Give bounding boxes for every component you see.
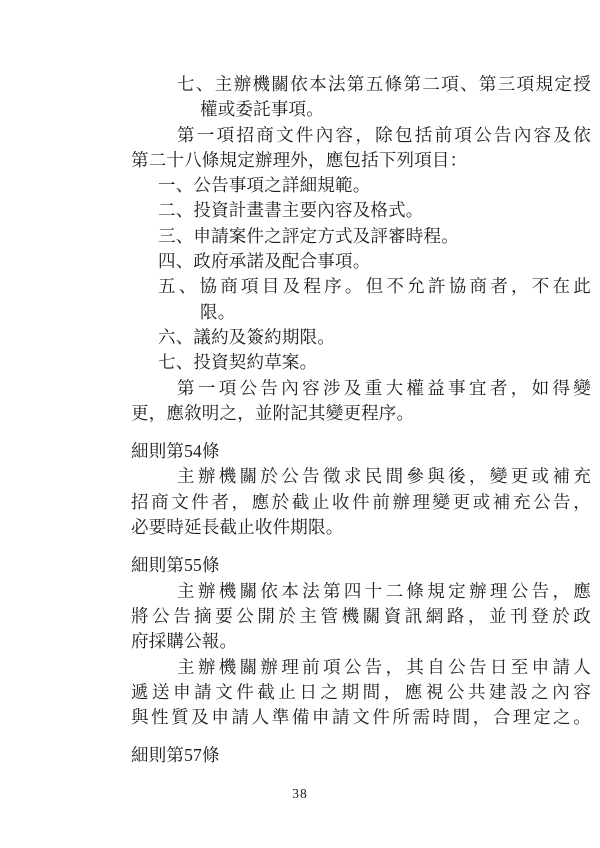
list-item-5-line2: 限。 (200, 301, 236, 322)
rule55-paragraph2-line: 遞送申請文件截止日之期間，應視公共建設之內容 (131, 681, 591, 702)
list-item-6: 六、議約及簽約期限。 (158, 326, 335, 347)
list1-item7-line1: 七、主辦機關依本法第五條第二項、第三項規定授 (177, 74, 591, 94)
page-number: 38 (292, 786, 308, 801)
rule55-paragraph-line: 府採購公報。 (131, 631, 238, 652)
list-item-5-line1: 五、協商項目及程序。但不允許協商者，不在此 (158, 276, 591, 297)
list-item-2: 二、投資計畫書主要內容及格式。 (158, 200, 424, 221)
heading-rule-54: 細則第54條 (131, 441, 220, 462)
rule54-paragraph-line: 招商文件者，應於截止收件前辦理變更或補充公告， (131, 491, 591, 512)
list-item-3: 三、申請案件之評定方式及評審時程。 (158, 225, 459, 246)
rule55-paragraph2-line: 與性質及申請人準備申請文件所需時間，合理定之。 (131, 707, 591, 728)
paragraph-line: 第一項公告內容涉及重大權益事宜者，如得變 (177, 377, 591, 398)
list-item-4: 四、政府承諾及配合事項。 (158, 251, 371, 272)
heading-rule-57: 細則第57條 (131, 745, 220, 766)
heading-rule-55: 細則第55條 (131, 555, 220, 576)
rule55-paragraph-line: 將公告摘要公開於主管機關資訊網路，並刊登於政 (131, 605, 591, 626)
list-item-7: 七、投資契約草案。 (158, 352, 318, 373)
rule55-paragraph2-line: 主辦機關辦理前項公告，其自公告日至申請人 (177, 656, 591, 677)
paragraph-line: 第二十八條規定辦理外，應包括下列項目： (131, 149, 468, 170)
rule54-paragraph-line: 主辦機關於公告徵求民間參與後，變更或補充 (177, 466, 591, 487)
paragraph-line: 第一項招商文件內容，除包括前項公告內容及依 (177, 124, 591, 145)
list1-item7-line2: 權或委託事項。 (200, 99, 324, 120)
document-text-block (131, 72, 591, 769)
rule55-paragraph-line: 主辦機關依本法第四十二條規定辦理公告，應 (177, 580, 591, 601)
rule54-paragraph-line: 必要時延長截止收件期限。 (131, 517, 344, 538)
paragraph-line: 更，應敘明之，並附記其變更程序。 (131, 402, 415, 423)
list-item-1: 一、公告事項之詳細規範。 (158, 175, 371, 196)
